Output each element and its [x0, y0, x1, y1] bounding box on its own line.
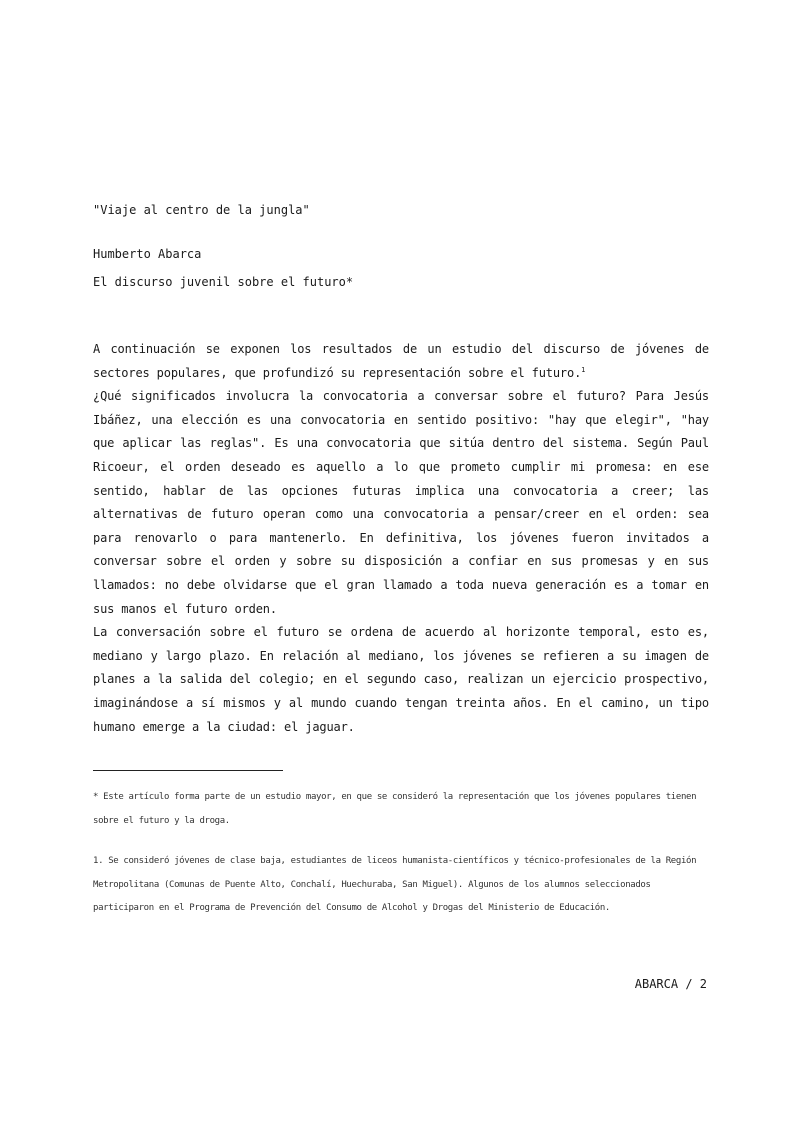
document-page: [93, 0, 709, 1132]
footnote-1: 1. Se consideró jóvenes de clase baja, estudiantes de liceos humanista-científicos y técnico-profesionales de la Región Metropolitana (Comunas de Puente Alto, Conchalí, Huechuraba, San Miguel). Algunos de los alumnos seleccionados participaron en el Programa de Prevención del Consumo de Alcohol y Drogas del Ministerio de Educación.: [93, 856, 697, 913]
footnote-separator: [93, 770, 283, 771]
body-text: [93, 338, 709, 739]
paragraph-2: ¿Qué significados involucra la convocatoria a conversar sobre el futuro? Para Jesús Ibáñez, una elección es una convocatoria en sentido positivo: "hay que elegir", "hay que aplicar las reglas". Es una convocatoria que sitúa dentro del sistema. Según Paul Ricoeur, el orden deseado es aquello a lo que prometo cumplir mi promesa: en ese sentido, hablar de las opciones futuras implica una convocatoria a creer; las alternativas de futuro operan como una convocatoria a pensar/creer en el orden: sea para renovarlo o para mantenerlo. En definitiva, los jóvenes fueron invitados a conversar sobre el orden y sobre su disposición a confiar en sus promesas y en sus llamados: no debe olvidarse que el gran llamado a toda nueva generación es a tomar en sus manos el futuro orden.: [93, 389, 709, 616]
footnotes: [93, 786, 709, 921]
paragraph-3: La conversación sobre el futuro se ordena de acuerdo al horizonte temporal, esto es, mediano y largo plazo. En relación al mediano, los jóvenes se refieren a su imagen de planes a la salida del colegio; en el segundo caso, realizan un ejercicio prospectivo, imaginándose a sí mismos y al mundo cuando tengan treinta años. En el camino, un tipo humano emerge a la ciudad: el jaguar.: [93, 625, 709, 734]
title-line-1: "Viaje al centro de la jungla": [93, 203, 310, 217]
paragraph-1: [93, 338, 709, 385]
footnote-gap: [93, 833, 709, 850]
page-folio: ABARCA / 2: [634, 977, 707, 991]
paragraph-1-text: A continuación se exponen los resultados de un estudio del discurso de jóvenes de sectores populares, que profundizó su representación sobre el futuro.: [93, 342, 709, 380]
title-line-2: El discurso juvenil sobre el futuro*: [93, 275, 354, 289]
footnote-asterisk: * Este artículo forma parte de un estudio mayor, en que se consideró la representación que los jóvenes populares tienen sobre el futuro y la droga.: [93, 792, 697, 826]
author-name: Humberto Abarca: [93, 247, 202, 261]
footnote-marker-1: 1: [581, 365, 586, 374]
